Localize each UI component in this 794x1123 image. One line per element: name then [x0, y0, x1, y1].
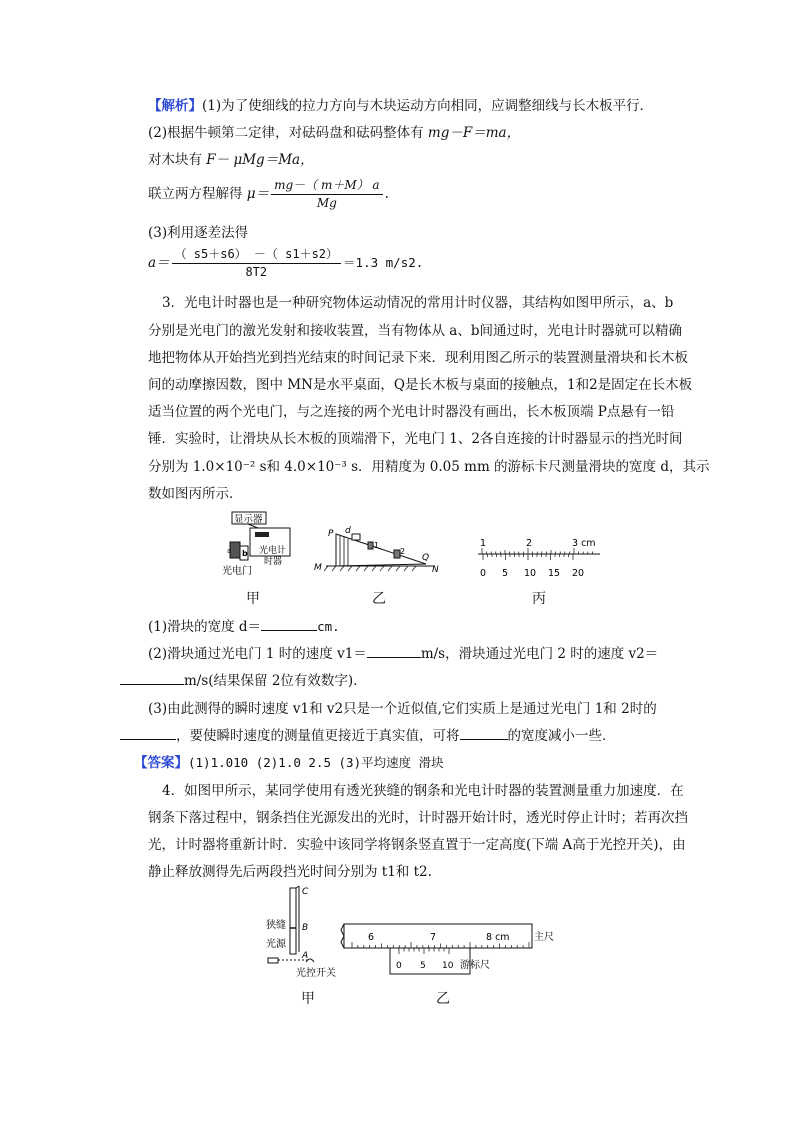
label-A: A — [302, 951, 309, 961]
switch-label: 光控开关 — [296, 968, 336, 979]
label-N: N — [432, 565, 439, 575]
display-label: 显示器 — [234, 514, 263, 525]
sub2-text-a: (2)滑块通过光电门 1 时的速度 v1＝ — [148, 646, 367, 662]
mu-numerator: mg－（ m＋M） a — [271, 178, 383, 195]
vernier-tick-label-0: 0 — [480, 568, 487, 579]
gate-arm-a — [230, 542, 240, 558]
timer-screen — [255, 532, 269, 537]
q3-sub3 — [148, 700, 657, 718]
mu-denominator: Mg — [316, 196, 337, 210]
solution-text-4: 联立两方程解得 — [148, 186, 243, 202]
gate-label: 光电门 — [222, 566, 252, 577]
mu-tail: . — [384, 186, 389, 202]
q3-figure-bing — [474, 536, 614, 580]
q4-line-1: 4．如图甲所示，某同学使用有透光狭缝的钢条和光电计时器的装置测量重力加速度．在 — [162, 783, 684, 799]
label-2: 2 — [400, 547, 406, 556]
label-M: M — [314, 563, 322, 573]
q3-sub2-cont — [120, 672, 367, 690]
vernier-tick-label-20: 20 — [572, 568, 585, 579]
answer-tag: 【答案】 — [134, 755, 188, 771]
incline-board — [336, 534, 426, 566]
sub3-text-a: (3)由此测得的瞬时速度 v1和 v2只是一个近似值,它们实质上是通过光电门 1和 2时的 — [148, 701, 657, 717]
label-P: P — [328, 529, 334, 539]
main-tick-8: 8 cm — [486, 932, 510, 943]
q3-line-1: 3．光电计时器也是一种研究物体运动情况的常用计时仪器，其结构如图甲所示，a、b — [162, 295, 674, 311]
blank-v2 — [120, 672, 184, 685]
solution-text-1: (1)为了使细线的拉力方向与木块运动方向相同，应调整细线与长木板平行． — [202, 98, 654, 114]
q3-line-7: 分别为 1.0×10⁻² s和 4.0×10⁻³ s．用精度为 0.05 mm 的游标卡尺测量滑块的宽度 d，其示 — [148, 459, 710, 475]
q3-answer — [134, 754, 444, 772]
timer-label-1: 光电计 — [259, 546, 287, 556]
vernier-scale-ticks — [483, 554, 573, 560]
vernier-tick-5: 5 — [420, 961, 426, 971]
vernier-tick-10: 10 — [442, 961, 454, 971]
equation-block: F－ μMg＝Ma， — [206, 152, 314, 168]
mu-fraction — [271, 178, 383, 211]
q3-figure-jia — [218, 510, 298, 582]
label-Q: Q — [422, 553, 430, 563]
main-tick-label-1: 1 — [480, 538, 487, 549]
q4-figure-yi — [342, 922, 554, 978]
sub1-unit: cm. — [317, 619, 340, 634]
light-label: 光源 — [266, 939, 286, 950]
label-C: C — [302, 887, 309, 897]
q3-sub1 — [148, 618, 340, 636]
sub3-text-b: ，要使瞬时速度的测量值更接近于真实值，可将 — [176, 728, 460, 744]
label-1: 1 — [374, 541, 380, 550]
solution-line-3 — [148, 151, 314, 169]
a-fraction — [172, 247, 341, 280]
solution-text-5: (3)利用逐差法得 — [148, 225, 249, 241]
q3-line-8: 数如图丙所示． — [148, 486, 243, 502]
q3-line-3: 地把物体从开始挡光到挡光结束的时间记录下来．现利用图乙所示的装置测量滑块和长木板 — [148, 350, 688, 366]
solution-line-2 — [148, 124, 520, 142]
solution-text-3: 对木块有 — [148, 152, 202, 168]
mu-lhs: μ＝ — [246, 186, 270, 202]
blank-v1 — [367, 645, 421, 658]
vernier-rule — [390, 948, 470, 974]
q3-figure-yi — [312, 524, 452, 574]
a-tail: ＝1.3 m/s2. — [343, 255, 424, 270]
main-tick-6: 6 — [368, 932, 375, 943]
q3-fig-yi-caption: 乙 — [372, 591, 386, 607]
q3-fig-jia-caption: 甲 — [246, 591, 260, 607]
sub3-text-c: 的宽度减小一些． — [507, 728, 616, 744]
vernier-tick-0: 0 — [396, 961, 402, 971]
q4-fig-yi-caption: 乙 — [436, 991, 450, 1007]
q3-fig-bing-caption: 丙 — [532, 591, 546, 607]
sub1-text: (1)滑块的宽度 d＝ — [148, 619, 262, 635]
blank-avg — [120, 727, 176, 740]
vernier-rule-label: 游标尺 — [460, 960, 490, 971]
q3-sub3-cont — [120, 727, 616, 745]
main-tick-7: 7 — [430, 932, 437, 943]
gate-b-label: b — [242, 549, 248, 558]
q4-fig-jia-caption: 甲 — [301, 991, 315, 1007]
solution-line-1 — [148, 97, 653, 115]
answer-text: (1)1.010 (2)1.0 2.5 (3)平均速度 滑块 — [188, 755, 444, 770]
main-tick-label-2: 2 — [526, 538, 533, 549]
main-rule-label: 主尺 — [534, 932, 554, 943]
q4-figure-jia — [262, 884, 352, 984]
vernier-tick-label-10: 10 — [524, 568, 537, 579]
solution-tag: 【解析】 — [148, 98, 202, 114]
a-lhs: a＝ — [148, 255, 170, 271]
slit-label: 狭缝 — [266, 920, 286, 931]
q4-line-2: 钢条下落过程中，钢条挡住光源发出的光时，计时器开始计时，透光时停止计时；若再次挡 — [148, 810, 688, 826]
label-d: d — [345, 526, 351, 536]
solution-line-4 — [148, 178, 389, 211]
a-numerator: （ s5＋s6） －（ s1＋s2） — [172, 247, 341, 264]
label-B: B — [302, 923, 309, 933]
q4-line-4: 静止释放测得先后两段挡光时间分别为 t1和 t2. — [148, 864, 432, 880]
solution-text-2: (2)根据牛顿第二定律，对砝码盘和砝码整体有 — [148, 125, 424, 141]
gate-a-label: a — [227, 547, 232, 555]
solution-line-6 — [148, 247, 423, 280]
blank-width — [261, 618, 317, 631]
solution-line-5 — [148, 224, 248, 242]
q3-line-2: 分别是光电门的激光发射和接收装置，当有物体从 a、b间通过时，光电计时器就可以精确 — [148, 323, 682, 339]
q3-line-6: 锤．实验时，让滑块从长木板的顶端滑下，光电门 1、2各自连接的计时器显示的挡光时间 — [148, 431, 683, 447]
vernier-tick-label-15: 15 — [548, 568, 561, 579]
timer-label-2: 时器 — [264, 557, 283, 567]
main-tick-label-3: 3 cm — [572, 538, 596, 549]
q4-line-3: 光，计时器将重新计时．实验中该同学将钢条竖直置于一定高度(下端 A高于光控开关)，由 — [148, 837, 686, 853]
table-hatch — [324, 566, 416, 571]
sub2-text-b: m/s，滑块通过光电门 2 时的速度 v2＝ — [420, 646, 659, 662]
steel-strip — [290, 888, 296, 954]
a-denominator: 8T2 — [245, 265, 268, 279]
light-source — [268, 958, 278, 963]
blank-object — [460, 727, 508, 740]
q3-sub2 — [148, 645, 658, 663]
equation-plate: mg－F＝ma， — [427, 125, 521, 141]
sub2-text-c: m/s(结果保留 2位有效数字)． — [184, 673, 367, 689]
q3-line-4: 间的动摩擦因数，图中 MN是水平桌面，Q是长木板与桌面的接触点，1和2是固定在长木板 — [148, 377, 693, 393]
q3-line-5: 适当位置的两个光电门，与之连接的两个光电计时器没有画出，长木板顶端 P点悬有一铅 — [148, 404, 675, 420]
slider-block — [352, 534, 360, 540]
gate-1 — [368, 542, 373, 549]
vernier-tick-label-5: 5 — [502, 568, 509, 579]
